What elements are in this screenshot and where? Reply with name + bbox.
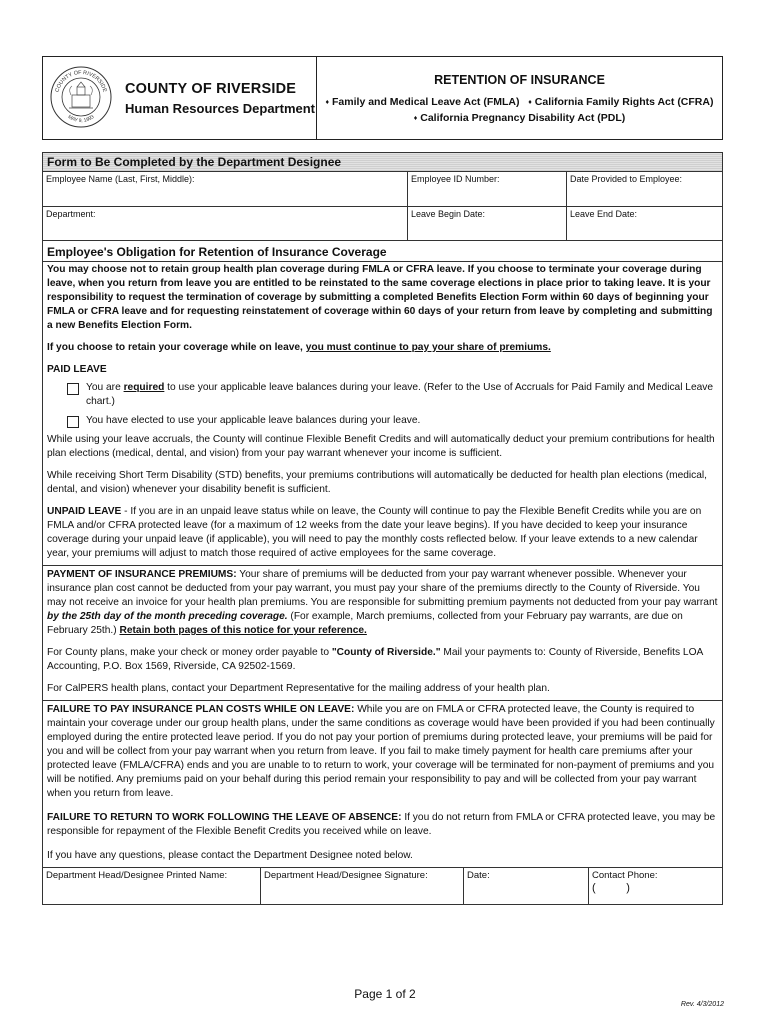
- paid-leave-heading: PAID LEAVE: [47, 364, 107, 375]
- payment-heading: PAYMENT OF INSURANCE PREMIUMS:: [47, 569, 237, 580]
- failure-return-paragraph: [47, 811, 718, 839]
- required-checkbox[interactable]: [67, 383, 79, 395]
- signature-date-label: Date:: [467, 870, 490, 881]
- page-number: Page 1 of 2: [354, 987, 416, 1001]
- svg-text:MAY 9, 1893: [67, 114, 96, 124]
- checkbox-required-row: [67, 381, 718, 409]
- date-provided-label: Date Provided to Employee:: [570, 174, 683, 184]
- contact-phone-field[interactable]: [589, 868, 722, 904]
- questions-paragraph: If you have any questions, please contact the Department Designee noted below.: [47, 850, 413, 861]
- page-title: RETENTION OF INSURANCE: [434, 73, 605, 87]
- signature-row: [43, 868, 722, 904]
- leave-begin-field[interactable]: [408, 207, 567, 240]
- act-pdl: California Pregnancy Disability Act (PDL): [420, 112, 626, 124]
- failure-return-text: If you do not return from FMLA or CFRA protected leave, you may be responsible for repayment of the Flexible Benefit Credits you received while on leave.: [47, 812, 716, 837]
- unpaid-text: - If you are in an unpaid leave status while on leave, the County will continue to pay the Flexible Benefit Credits while you are on FMLA and/or CFRA protected leave (for a maximum of 12 weeks from the date your leave begins). If you have decided to keep your insurance coverage during your unpaid leave (if applicable), you will need to pay the monthly costs reflected below. If your leave extends to a new calendar year, your premiums will adjust to match those required of active employees for the same coverage.: [47, 506, 702, 559]
- leave-begin-label: Leave Begin Date:: [411, 209, 486, 219]
- county-seal-icon: [49, 65, 113, 129]
- cb1-text-b: to use your applicable leave balances during your leave. (Refer to the Use of Accruals for Paid Family and Medical Leave chart.): [86, 382, 714, 407]
- retain-notice: Retain both pages of this notice for your reference.: [119, 625, 367, 636]
- retain-text: If you choose to retain your coverage while on leave,: [47, 342, 306, 353]
- signature-label: Department Head/Designee Signature:: [264, 870, 428, 881]
- printed-name-field[interactable]: [43, 868, 261, 904]
- employee-name-label: Employee Name (Last, First, Middle):: [46, 174, 195, 184]
- county-plans-c: Mail your payments to: County of Riverside, Benefits LOA Accounting, P.O. Box 1569, Riverside, CA 92502-1569.: [47, 647, 703, 672]
- retain-underlined: you must continue to pay your share of premiums.: [305, 342, 551, 353]
- county-plans-paragraph: [47, 646, 718, 674]
- failure-return-heading: FAILURE TO RETURN TO WORK FOLLOWING THE LEAVE OF ABSENCE:: [47, 812, 402, 823]
- unpaid-heading: UNPAID LEAVE: [47, 506, 122, 517]
- accruals-paragraph: While using your leave accruals, the County will continue Flexible Benefit Credits and will automatically deduct your premium contributions for health plan elections (medical, dental, and vision) from your pay warrant whenever your income is sufficient.: [47, 434, 715, 459]
- seal-ring-top: COUNTY OF RIVERSIDE: [54, 69, 108, 93]
- unpaid-paragraph: [47, 505, 718, 561]
- acts-line-2: [317, 112, 722, 124]
- failure-block: [43, 701, 722, 868]
- std-paragraph: While receiving Short Term Disability (STD) benefits, your premiums contributions will automatically be deducted for health plan elections (medical, dental, and vision) whenever your disability benefit is sufficient.: [47, 470, 708, 495]
- phone-parens: ( ): [592, 882, 630, 894]
- payment-block: [43, 566, 722, 701]
- required-text: [86, 381, 718, 409]
- elected-checkbox[interactable]: [67, 416, 79, 428]
- failure-pay-paragraph: [47, 703, 718, 801]
- payment-paragraph: [47, 568, 718, 638]
- designee-section-heading: Form to Be Completed by the Department Designee: [43, 153, 722, 172]
- payee-name: "County of Riverside.": [331, 647, 441, 658]
- employee-id-field[interactable]: [408, 172, 567, 206]
- calpers-paragraph: For CalPERS health plans, contact your Department Representative for the mailing address of your health plan.: [47, 683, 550, 694]
- designee-row-2: [43, 207, 722, 241]
- retain-paragraph: [47, 341, 718, 355]
- payment-text-a: Your share of premiums will be deducted from your pay warrant whenever possible. Whenever your insurance plan cost cannot be deducted from your pay warrant, you must pay your share of the premiums directly to the County of Riverside. You may not receive an invoice for your health plan premiums. You are responsible for submitting premium payments not deducted from your pay warrant: [47, 569, 718, 608]
- leave-end-field[interactable]: [567, 207, 722, 240]
- checkbox-elected-row: [67, 414, 718, 428]
- obligation-heading: Employee's Obligation for Retention of Insurance Coverage: [43, 241, 722, 262]
- leave-end-label: Leave End Date:: [570, 209, 638, 219]
- form-header: [42, 56, 723, 140]
- intro-paragraph: You may choose not to retain group health plan coverage during FMLA or CFRA leave. If you choose to terminate your coverage during leave, when you return from leave you are entitled to be reinstated to the same coverage elections in place prior to taking leave. It is your responsibility to request the termination of coverage by submitting a completed Benefits Election Form within 60 days of beginning your FMLA or CFRA leave and for requesting reinstatement of coverage within 60 days of your return from leave by completing and submitting a new Benefits Election Form.: [47, 264, 713, 331]
- signature-date-field[interactable]: [464, 868, 589, 904]
- printed-name-label: Department Head/Designee Printed Name:: [46, 870, 228, 881]
- act-cfra: California Family Rights Act (CFRA): [534, 96, 714, 108]
- diamond-bullet-icon: ♦: [413, 115, 418, 122]
- employee-name-field[interactable]: [43, 172, 408, 206]
- header-right: [317, 57, 722, 139]
- date-provided-field[interactable]: [567, 172, 722, 206]
- designee-row-1: [43, 172, 722, 207]
- payment-deadline: by the 25th day of the month preceding coverage.: [47, 611, 288, 622]
- county-name: COUNTY OF RIVERSIDE: [125, 81, 297, 97]
- obligation-intro-block: [43, 262, 722, 566]
- failure-pay-heading: FAILURE TO PAY INSURANCE PLAN COSTS WHILE ON LEAVE:: [47, 704, 355, 715]
- payment-text-b: (For example, March premiums, collected from your February pay warrants, are due on February 25th.): [47, 611, 683, 636]
- failure-pay-text: While you are on FMLA or CFRA protected leave, the County is required to maintain your coverage under our group health plans, under the same conditions as coverage would have been provided if you had been continually employed during the entire protected leave period. If you do not pay your portion of premiums during protected leave, your premiums will be paid for you and will be collect from your pay warrant when you return from leave. If you fail to make timely payment for health care premiums after your protected leave (FMLA/CFRA) ends and you are unable to to return to work, your coverage will be terminated for non-payment of premiums and you will be notified. Any premiums paid on your behalf during this period remain your responsibility to pay and will be collected from your pay warrant when you return from leave.: [47, 704, 715, 799]
- retention-form: [42, 152, 723, 905]
- department-name: Human Resources Department: [125, 101, 315, 116]
- signature-field[interactable]: [261, 868, 464, 904]
- diamond-bullet-icon: ♦: [325, 99, 330, 106]
- department-field[interactable]: [43, 207, 408, 240]
- act-fmla: Family and Medical Leave Act (FMLA): [332, 96, 520, 108]
- county-plans-a: For County plans, make your check or money order payable to: [47, 647, 332, 658]
- contact-phone-label: Contact Phone:: [592, 870, 658, 881]
- seal-ring-bottom: MAY 9, 1893: [66, 114, 96, 125]
- employee-id-label: Employee ID Number:: [411, 174, 500, 184]
- diamond-bullet-icon: ♦: [528, 99, 532, 106]
- acts-line-1: [317, 96, 722, 108]
- department-label: Department:: [46, 209, 96, 219]
- elected-text: You have elected to use your applicable leave balances during your leave.: [86, 415, 421, 426]
- header-left: [43, 57, 317, 139]
- revision-date: Rev. 4/3/2012: [680, 1001, 724, 1008]
- required-word: required: [123, 382, 165, 393]
- cb1-text-a: You are: [86, 382, 124, 393]
